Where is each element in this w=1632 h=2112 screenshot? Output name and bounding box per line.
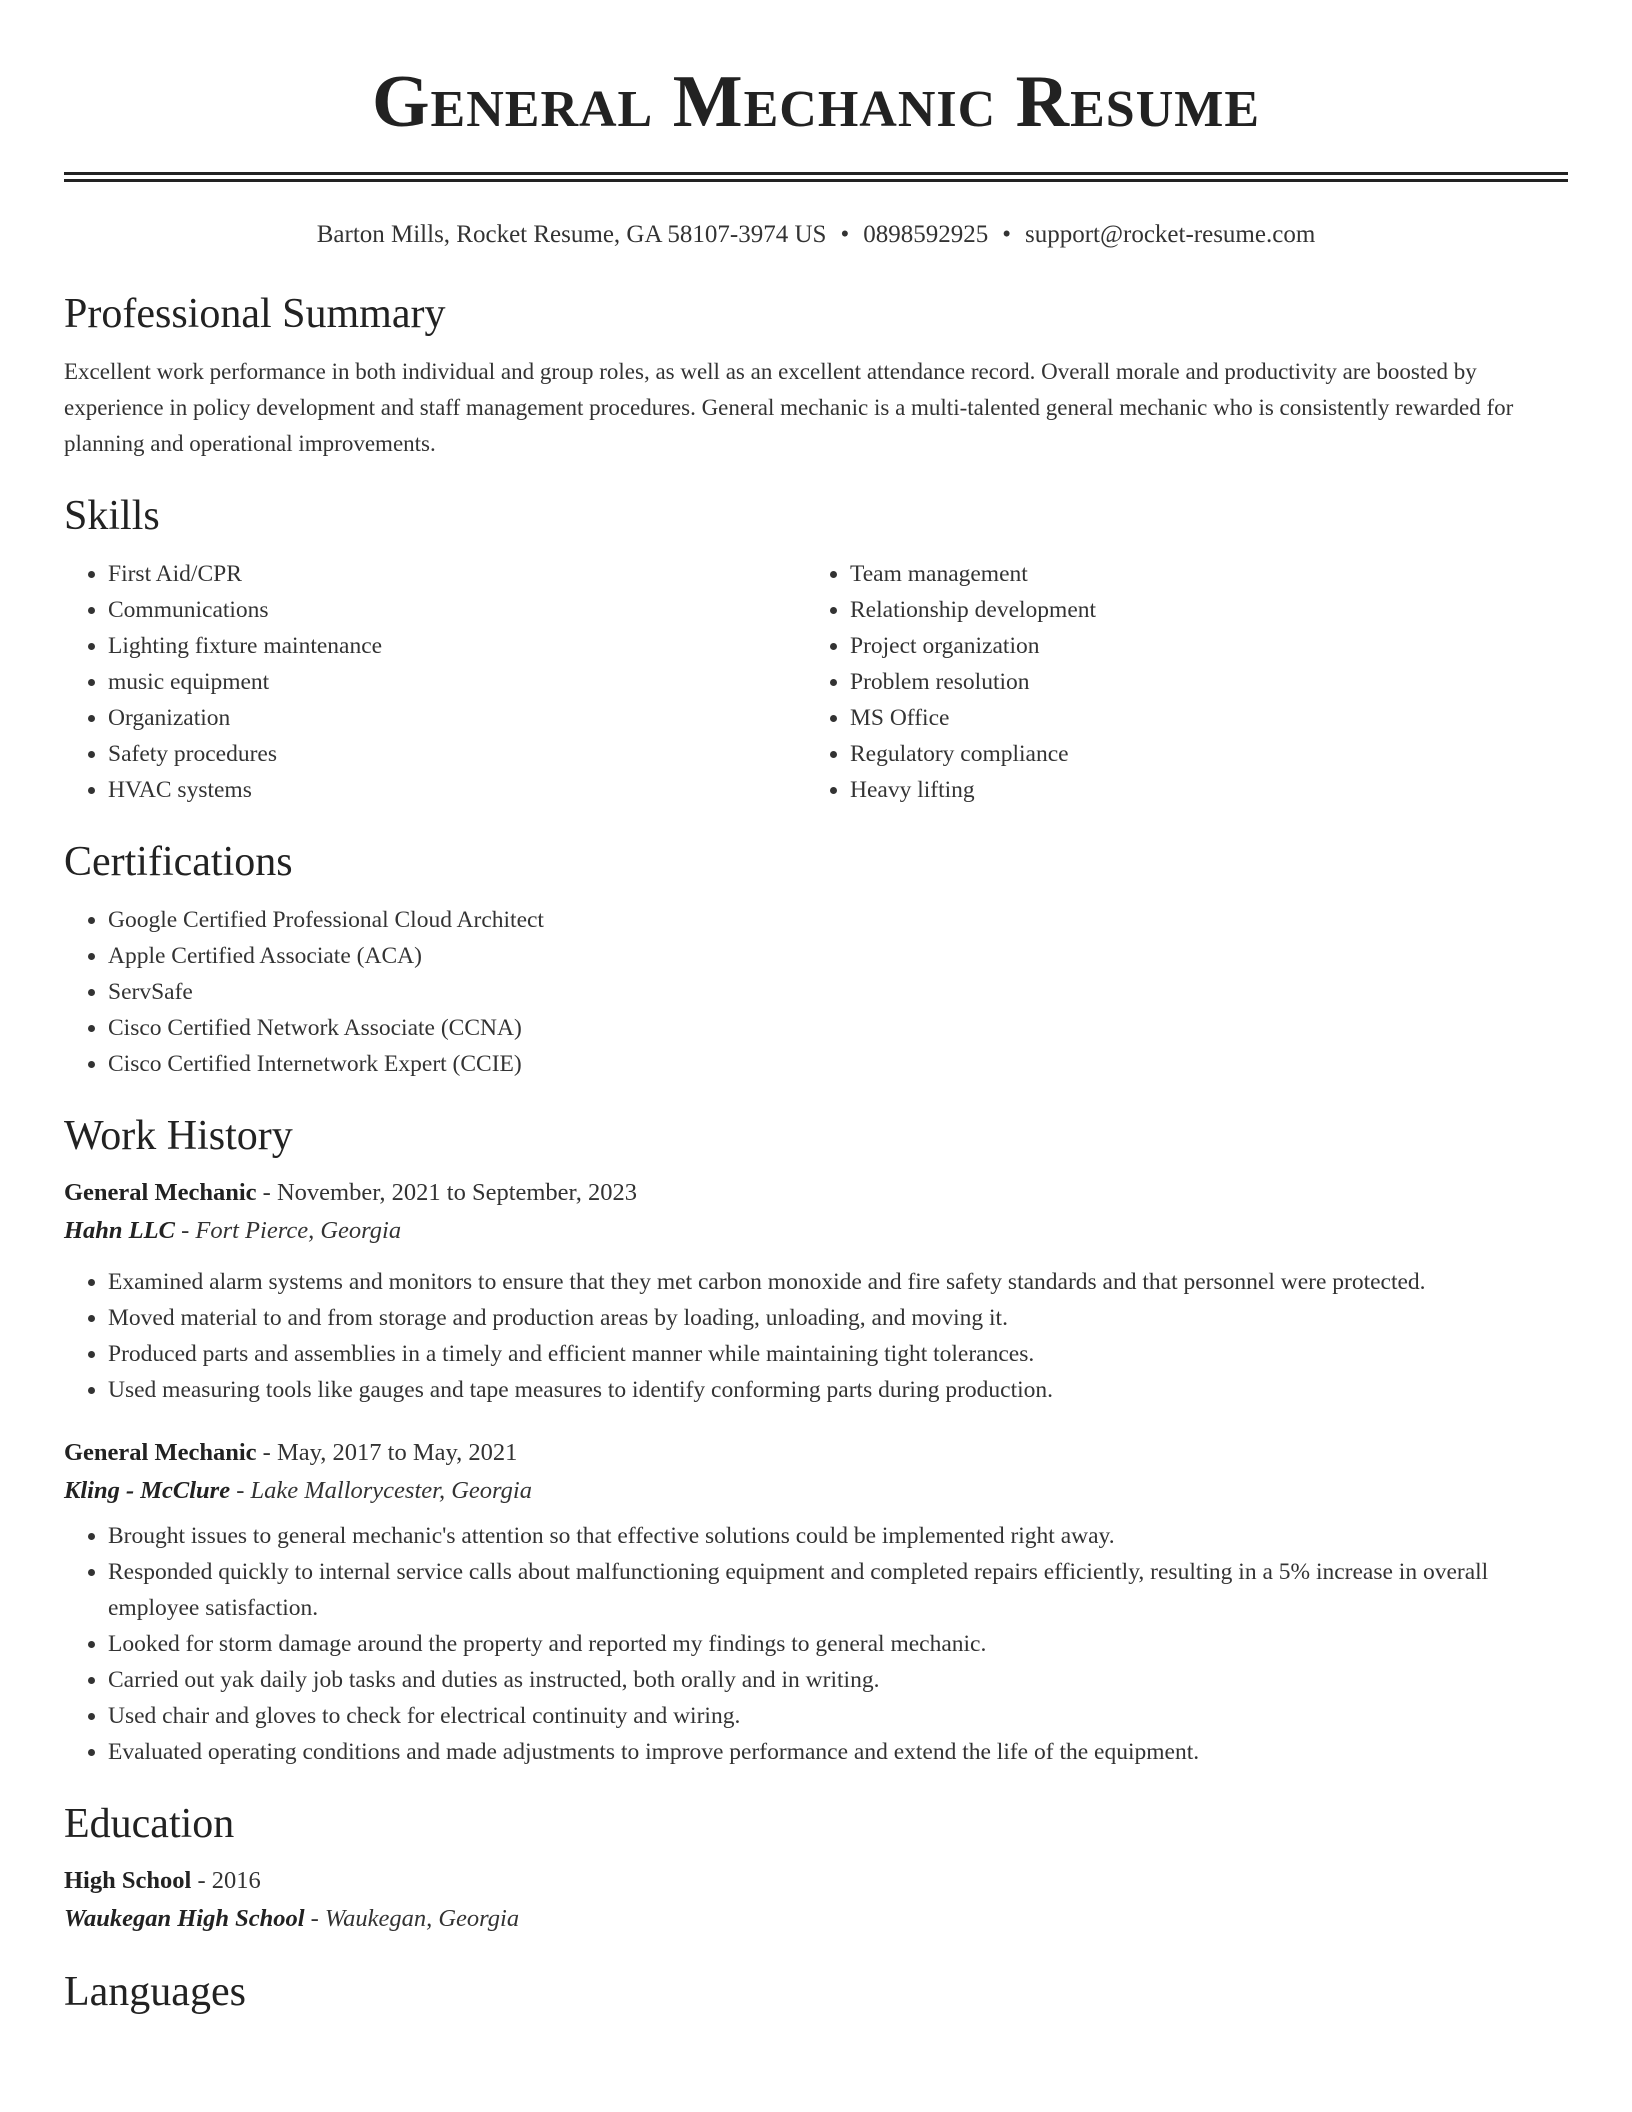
job-duty-item: • Used measuring tools like gauges and tape measures to identify conforming parts during production. — [108, 1372, 1568, 1408]
job-duty-item: • Carried out yak daily job tasks and duties as instructed, both orally and in writing. — [108, 1662, 1568, 1698]
job-entry — [64, 1174, 1568, 1408]
skill-item: • Heavy lifting — [850, 772, 1548, 808]
skill-item: • Organization — [108, 700, 806, 736]
skill-item: • Communications — [108, 592, 806, 628]
employer-line — [64, 1472, 1568, 1510]
contact-separator: • — [840, 221, 850, 248]
job-dates: - November, 2021 to September, 2023 — [256, 1179, 637, 1206]
contact-email: support@rocket-resume.com — [1024, 221, 1316, 248]
employer-name: Kling - McClure — [64, 1477, 231, 1504]
job-duties-list — [64, 1518, 1568, 1770]
contact-line — [64, 218, 1568, 252]
skill-item: • Regulatory compliance — [850, 736, 1548, 772]
certification-item: • Apple Certified Associate (ACA) — [108, 938, 1568, 974]
languages-section — [64, 1966, 1568, 2018]
job-duty-item: • Produced parts and assemblies in a timely and efficient manner while maintaining tight tolerances. — [108, 1336, 1568, 1372]
work-history-section — [64, 1110, 1568, 1770]
skills-list-right — [806, 556, 1548, 808]
section-heading-education: Education — [64, 1801, 235, 1847]
job-duty-item: • Brought issues to general mechanic's attention so that effective solutions could be implemented right away. — [108, 1518, 1568, 1554]
employer-location: - Lake Mallorycester, Georgia — [230, 1477, 532, 1504]
education-section — [64, 1798, 1568, 1938]
summary-text: Excellent work performance in both individual and group roles, as well as an excellent attendance record. Overall morale and productivity are boosted by experience in policy development and staff management procedures. General mechanic is a multi-talented general mechanic who is consistently rewarded for planning and operational improvements. — [64, 359, 1514, 456]
skill-item: • MS Office — [850, 700, 1548, 736]
skill-item: • Safety procedures — [108, 736, 806, 772]
job-dates: - May, 2017 to May, 2021 — [256, 1439, 518, 1466]
degree-line — [64, 1862, 1568, 1900]
school-location: - Waukegan, Georgia — [304, 1905, 520, 1932]
job-duty-item: • Used chair and gloves to check for electrical continuity and wiring. — [108, 1698, 1568, 1734]
summary-section — [64, 288, 1568, 462]
contact-address: Barton Mills, Rocket Resume, GA 58107-3974 US — [316, 221, 827, 248]
job-duty-item: • Examined alarm systems and monitors to ensure that they met carbon monoxide and fire safety standards and that personnel were protected. — [108, 1264, 1568, 1300]
section-heading-languages: Languages — [64, 1969, 246, 2015]
employer-name: Hahn LLC — [64, 1217, 175, 1244]
job-title: General Mechanic — [64, 1439, 257, 1466]
skill-item: • Project organization — [850, 628, 1548, 664]
skills-grid — [64, 556, 1568, 808]
skills-list-left — [64, 556, 806, 808]
title-divider — [64, 172, 1568, 182]
skill-item: • music equipment — [108, 664, 806, 700]
skill-item: • First Aid/CPR — [108, 556, 806, 592]
graduation-year: - 2016 — [191, 1867, 261, 1894]
employer-line — [64, 1212, 1568, 1250]
certifications-section — [64, 836, 1568, 1082]
degree: High School — [64, 1867, 192, 1894]
certification-item: • Cisco Certified Internetwork Expert (CCIE) — [108, 1046, 1568, 1082]
certification-item: • Google Certified Professional Cloud Architect — [108, 902, 1568, 938]
skills-section — [64, 490, 1568, 808]
school-name: Waukegan High School — [64, 1905, 305, 1932]
job-duties-list — [64, 1264, 1568, 1408]
section-heading-certifications: Certifications — [64, 839, 293, 885]
school-line — [64, 1900, 1568, 1938]
contact-separator: • — [1002, 221, 1011, 248]
skill-item: • Lighting fixture maintenance — [108, 628, 806, 664]
certifications-list — [64, 902, 1568, 1082]
certification-item: • ServSafe — [108, 974, 1568, 1010]
job-entry — [64, 1434, 1568, 1770]
job-title-line — [64, 1434, 1568, 1472]
job-title: General Mechanic — [64, 1179, 257, 1206]
skill-item: • HVAC systems — [108, 772, 806, 808]
job-duty-item: • Moved material to and from storage and production areas by loading, unloading, and moving it. — [108, 1300, 1568, 1336]
section-heading-skills: Skills — [64, 493, 160, 539]
education-entry — [64, 1862, 1568, 1938]
contact-phone: 0898592925 — [863, 221, 989, 248]
job-duty-item: • Evaluated operating conditions and made adjustments to improve performance and extend the life of the equipment. — [108, 1734, 1568, 1770]
job-title-line — [64, 1174, 1568, 1212]
skills-column-right — [806, 556, 1548, 808]
employer-location: - Fort Pierce, Georgia — [174, 1217, 402, 1244]
resume-title: General Mechanic Resume — [371, 61, 1261, 143]
certification-item: • Cisco Certified Network Associate (CCNA) — [108, 1010, 1568, 1046]
job-duty-item: • Looked for storm damage around the property and reported my findings to general mechanic. — [108, 1626, 1568, 1662]
job-duty-item: • Responded quickly to internal service calls about malfunctioning equipment and completed repairs efficiently, resulting in a 5% increase in overall employee satisfaction. — [108, 1554, 1568, 1626]
section-heading-summary: Professional Summary — [64, 291, 446, 337]
section-heading-work-history: Work History — [64, 1113, 293, 1159]
skill-item: • Relationship development — [850, 592, 1548, 628]
skill-item: • Problem resolution — [850, 664, 1548, 700]
skills-column-left — [64, 556, 806, 808]
skill-item: • Team management — [850, 556, 1548, 592]
